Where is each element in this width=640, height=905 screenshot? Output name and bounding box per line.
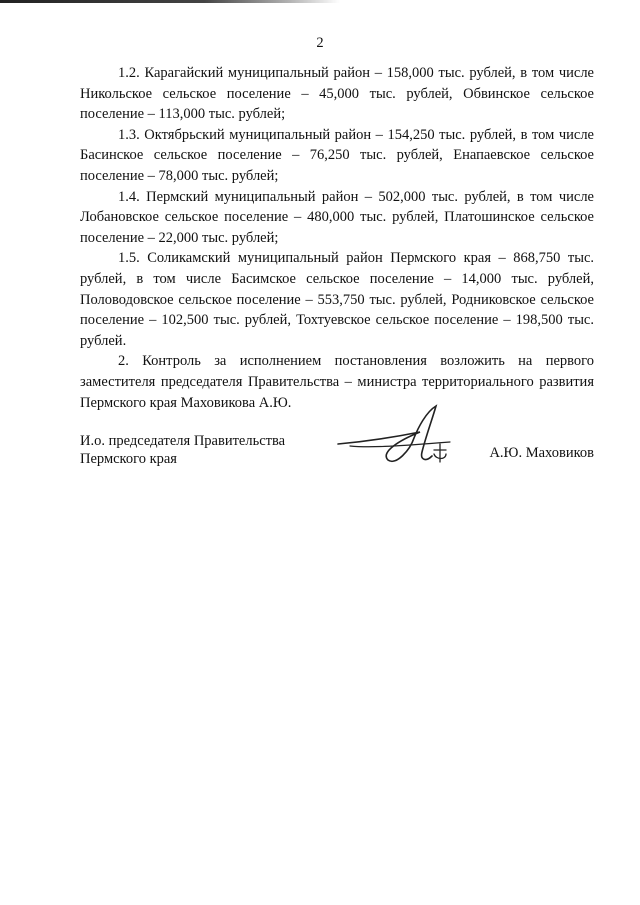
page-number: 2 xyxy=(316,35,324,51)
signatory-title-line-2: Пермского края xyxy=(80,451,177,467)
document-body xyxy=(80,63,594,413)
scan-artifact-line xyxy=(0,0,340,3)
handwritten-signature xyxy=(330,402,470,472)
signatory-name: А.Ю. Маховиков xyxy=(489,445,594,461)
paragraph-1-2 xyxy=(80,63,594,125)
paragraph-text: 1.3. Октябрьский муниципальный район – 154,250 тыс. рублей, в том числе Басинское сельское поселение – 76,250 тыс. рублей, Енапаевское сельское поселение – 78,000 тыс. рублей; xyxy=(80,126,594,184)
paragraph-1-3 xyxy=(80,125,594,187)
paragraph-text: 2. Контроль за исполнением постановления возложить на первого заместителя председателя Правительства – министра территориального развития Пермского края Маховикова А.Ю. xyxy=(80,353,594,411)
paragraph-1-4 xyxy=(80,187,594,249)
paragraph-text: 1.5. Соликамский муниципальный район Пермского края – 868,750 тыс. рублей, в том числе Басимское сельское поселение – 14,000 тыс. рублей, Половодовское сельское поселение – 553,750 тыс. рублей, Родниковское сельское поселение – 102,500 тыс. рублей, Тохтуевское сельское поселение – 198,500 тыс. рублей. xyxy=(80,250,594,349)
signatory-title xyxy=(80,432,285,468)
paragraph-text: 1.4. Пермский муниципальный район – 502,000 тыс. рублей, в том числе Лобановское сельское поселение – 480,000 тыс. рублей, Платошинское сельское поселение – 22,000 тыс. рублей; xyxy=(80,188,594,246)
paragraph-text: 1.2. Карагайский муниципальный район – 158,000 тыс. рублей, в том числе Никольское сельское поселение – 45,000 тыс. рублей, Обвинское сельское поселение – 113,000 тыс. рублей; xyxy=(80,65,594,123)
signatory-title-line-1: И.о. председателя Правительства xyxy=(80,433,286,449)
signature-block xyxy=(80,432,594,492)
paragraph-1-5 xyxy=(80,248,594,351)
